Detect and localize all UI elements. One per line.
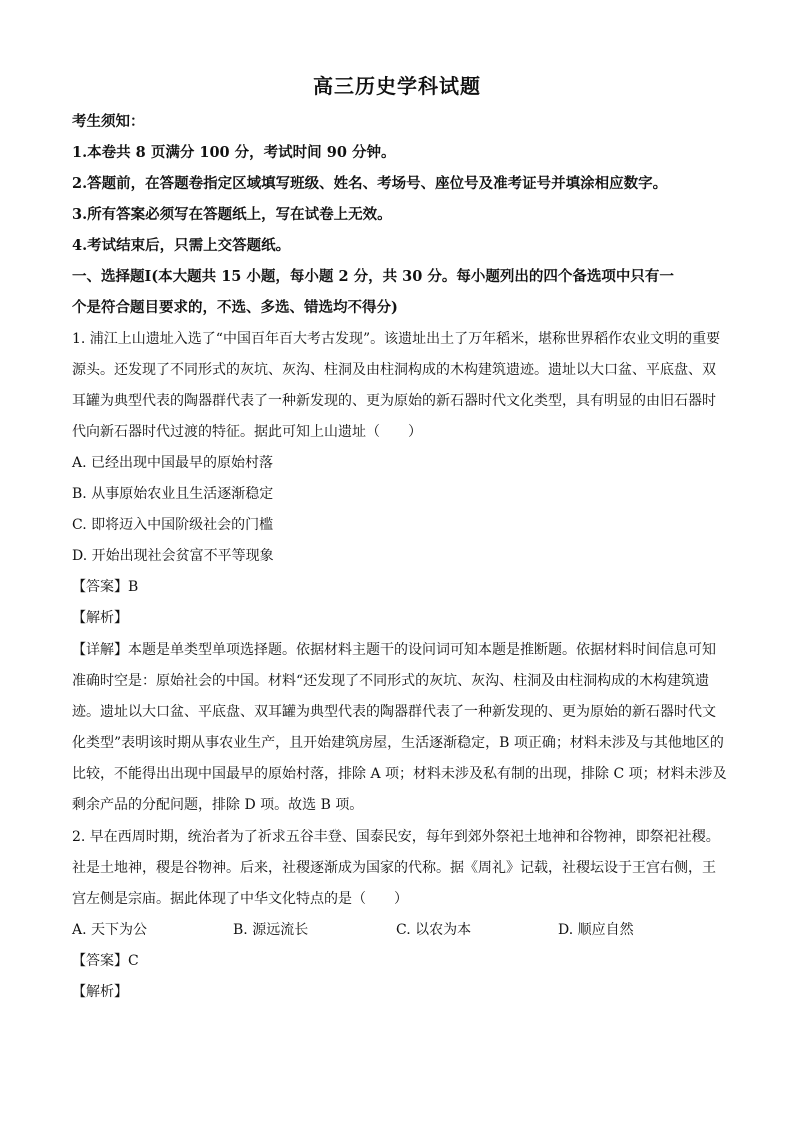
q1-option-d: D. 开始出现社会贫富不平等现象: [72, 548, 274, 564]
q1-stem-line-3: 耳罐为典型代表的陶器群代表了一种新发现的、更为原始的新石器时代文化类型，具有明显的由旧石器时: [72, 393, 716, 409]
q1-stem-line-1: 1. 浦江上山遗址入选了“中国百年百大考古发现”。该遗址出土了万年稻米，堪称世界稻作农业文明的重要: [72, 331, 721, 347]
q2-option-c: C. 以农为本: [396, 922, 472, 938]
q1-detail-line-2: 准确时空是：原始社会的中国。材料“还发现了不同形式的灰坑、灰沟、柱洞及由柱洞构成的木构建筑遗: [72, 673, 710, 689]
notice-heading: 考生须知：: [72, 113, 145, 130]
q1-answer: 【答案】B: [72, 579, 139, 595]
q2-option-a: A. 天下为公: [72, 922, 148, 938]
q1-detail-line-3: 迹。遗址以大口盆、平底盘、双耳罐为典型代表的陶器群代表了一种新发现的、更为原始的新石器时代文: [72, 704, 716, 720]
q1-detail-line-6: 剩余产品的分配问题，排除 D 项。故选 B 项。: [72, 797, 364, 813]
q2-stem-line-3: 宫左侧是宗庙。据此体现了中华文化特点的是（ ）: [72, 891, 408, 907]
q2-option-b: B. 源远流长: [233, 922, 309, 938]
q1-stem-line-4: 代向新石器时代过渡的特征。据此可知上山遗址（ ）: [72, 424, 422, 440]
q1-detail-line-1: 【详解】本题是单类型单项选择题。依据材料主题干的设问词可知本题是推断题。依据材料时间信息可知: [72, 642, 716, 658]
q2-stem-line-1: 2. 早在西周时期，统治者为了祈求五谷丰登、国泰民安，每年到郊外祭祀土地神和谷物神，即祭祀社稷。: [72, 829, 720, 845]
q2-answer: 【答案】C: [72, 953, 139, 969]
q2-analysis-label: 【解析】: [72, 984, 128, 1000]
q1-stem-line-2: 源头。还发现了不同形式的灰坑、灰沟、柱洞及由柱洞构成的木构建筑遗迹。遗址以大口盆、平底盘、双: [72, 362, 716, 378]
q2-option-d: D. 顺应自然: [558, 922, 634, 938]
q1-detail-line-4: 化类型”表明该时期从事农业生产，且开始建筑房屋，生活逐渐稳定，B 项正确；材料未涉及与其他地区的: [72, 735, 724, 751]
q1-detail-line-5: 比较，不能得出出现中国最早的原始村落，排除 A 项；材料未涉及私有制的出现，排除 C 项；材料未涉及: [72, 766, 727, 782]
notice-item-4: 4.考试结束后，只需上交答题纸。: [72, 237, 291, 254]
q1-option-a: A. 已经出现中国最早的原始村落: [72, 455, 274, 471]
page-title: 高三历史学科试题: [313, 74, 481, 98]
section-heading-line-1: 一、选择题Ⅰ(本大题共 15 小题，每小题 2 分，共 30 分。每小题列出的四个备选项中只有一: [72, 268, 674, 285]
notice-item-1: 1.本卷共 8 页满分 100 分，考试时间 90 分钟。: [72, 144, 396, 161]
q1-analysis-label: 【解析】: [72, 610, 128, 626]
notice-item-2: 2.答题前，在答题卷指定区域填写班级、姓名、考场号、座位号及准考证号并填涂相应数字。: [72, 175, 668, 192]
section-heading-line-2: 个是符合题目要求的，不选、多选、错选均不得分): [72, 299, 398, 316]
q1-option-c: C. 即将迈入中国阶级社会的门槛: [72, 517, 274, 533]
q1-option-b: B. 从事原始农业且生活逐渐稳定: [72, 486, 274, 502]
notice-item-3: 3.所有答案必须写在答题纸上，写在试卷上无效。: [72, 206, 392, 223]
q2-stem-line-2: 社是土地神，稷是谷物神。后来，社稷逐渐成为国家的代称。据《周礼》记载，社稷坛设于王宫右侧，王: [72, 860, 716, 876]
